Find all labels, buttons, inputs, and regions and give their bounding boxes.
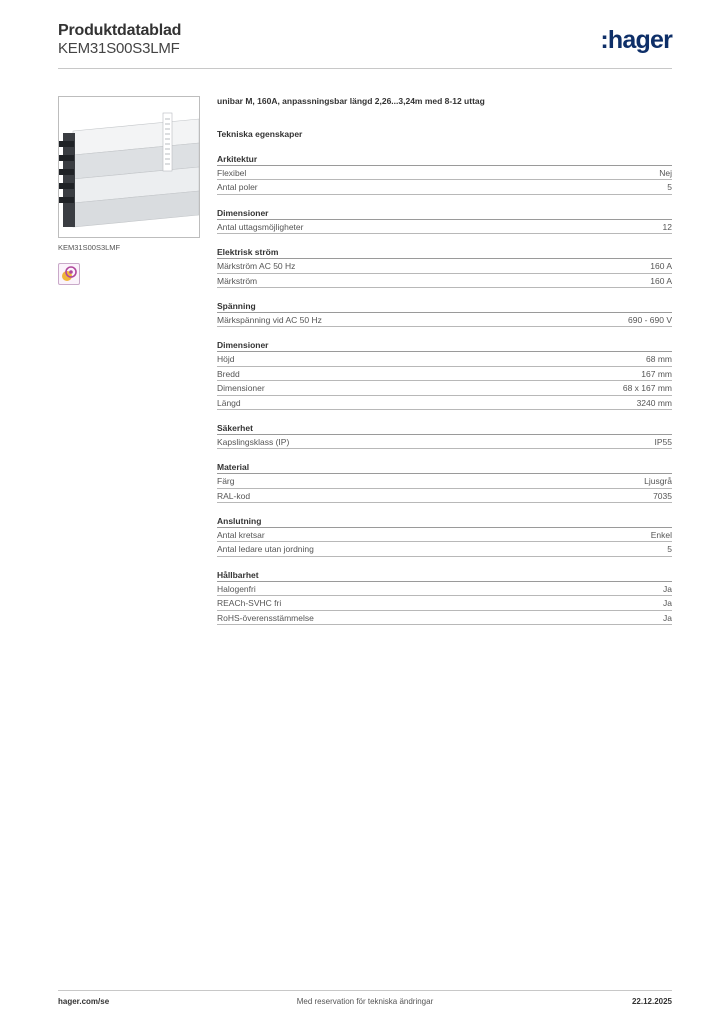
spec-value: 3240 mm xyxy=(636,397,672,408)
spec-label: Färg xyxy=(217,476,235,487)
spec-groups xyxy=(217,152,672,625)
image-caption: KEM31S00S3LMF xyxy=(58,243,121,252)
spec-row xyxy=(217,313,672,327)
spec-row xyxy=(217,367,672,381)
spec-label: Märkspänning vid AC 50 Hz xyxy=(217,314,322,325)
spec-group-title: Arkitektur xyxy=(217,152,672,166)
spec-value: Nej xyxy=(659,168,672,178)
section-title: Tekniska egenskaper xyxy=(217,129,303,139)
product-code: KEM31S00S3LMF xyxy=(58,40,180,57)
spec-row xyxy=(217,596,672,610)
spec-value: Ja xyxy=(663,612,672,623)
specifications xyxy=(217,95,672,636)
spec-value: 68 x 167 mm xyxy=(622,383,672,394)
spec-group-title: Dimensioner xyxy=(217,206,672,220)
spec-label: Antal uttagsmöjligheter xyxy=(217,221,304,232)
spec-label: Halogenfri xyxy=(217,583,256,594)
spec-value: Ja xyxy=(663,583,672,594)
spec-row xyxy=(217,396,672,410)
logo-text: :hager xyxy=(600,26,672,54)
spec-group xyxy=(217,421,672,449)
spec-label: Kapslingsklass (IP) xyxy=(217,436,290,447)
spec-group xyxy=(217,299,672,327)
spec-row xyxy=(217,542,672,556)
page-header xyxy=(58,22,672,68)
spec-value: 160 A xyxy=(650,261,672,272)
spec-group-title: Dimensioner xyxy=(217,338,672,352)
busbar-illustration xyxy=(59,97,199,237)
spec-group-title: Material xyxy=(217,460,672,474)
footer-divider xyxy=(58,990,672,991)
spec-value: Ja xyxy=(663,598,672,609)
spec-value: Ljusgrå xyxy=(644,476,672,487)
spec-group-title: Spänning xyxy=(217,299,672,313)
spec-value: Enkel xyxy=(650,530,672,541)
spec-row xyxy=(217,220,672,234)
product-image xyxy=(58,96,200,238)
spec-group-title: Säkerhet xyxy=(217,421,672,435)
spec-group xyxy=(217,206,672,234)
spec-label: Antal kretsar xyxy=(217,530,265,541)
spec-value: 167 mm xyxy=(641,368,672,379)
spec-label: Höjd xyxy=(217,354,235,365)
page-footer xyxy=(58,997,672,1011)
spec-label: Märkström AC 50 Hz xyxy=(217,261,296,272)
footer-date: 22.12.2025 xyxy=(631,997,672,1006)
spec-value: 68 mm xyxy=(646,354,672,365)
spec-row xyxy=(217,259,672,273)
spec-row xyxy=(217,180,672,194)
spec-label: Flexibel xyxy=(217,168,247,178)
spec-value: 5 xyxy=(667,182,672,193)
spec-row xyxy=(217,274,672,288)
spec-row xyxy=(217,352,672,366)
spec-label: Dimensioner xyxy=(217,383,265,394)
footer-website[interactable]: hager.com/se xyxy=(58,997,110,1006)
spec-value: 5 xyxy=(667,544,672,555)
spec-group xyxy=(217,152,672,195)
spec-group xyxy=(217,514,672,557)
spec-row xyxy=(217,611,672,625)
spec-group xyxy=(217,338,672,410)
spec-group-title: Anslutning xyxy=(217,514,672,528)
spec-row xyxy=(217,166,672,180)
footer-disclaimer: Med reservation för tekniska ändringar xyxy=(296,997,434,1006)
document-title: Produktdatablad xyxy=(58,22,182,39)
spec-group xyxy=(217,568,672,625)
spec-label: Antal poler xyxy=(217,182,258,193)
spec-label: RAL-kod xyxy=(217,490,251,501)
spec-group xyxy=(217,460,672,503)
header-divider xyxy=(58,68,672,69)
hager-logo xyxy=(600,26,672,54)
spec-label: Längd xyxy=(217,397,241,408)
spec-row xyxy=(217,582,672,596)
spec-row xyxy=(217,435,672,449)
spec-group-title: Hållbarhet xyxy=(217,568,672,582)
spec-row xyxy=(217,474,672,488)
spec-label: Antal ledare utan jordning xyxy=(217,544,314,555)
spec-label: Märkström xyxy=(217,275,258,286)
product-summary: unibar M, 160A, anpassningsbar längd 2,26...3,24m med 8-12 uttag xyxy=(217,96,485,106)
spec-label: RoHS-överensstämmelse xyxy=(217,612,314,623)
spec-group xyxy=(217,245,672,288)
spec-value: 690 - 690 V xyxy=(628,314,672,325)
spec-row xyxy=(217,489,672,503)
spec-value: IP55 xyxy=(654,436,672,447)
spec-label: REACh-SVHC fri xyxy=(217,598,282,609)
spec-label: Bredd xyxy=(217,368,240,379)
eco-label-icon xyxy=(58,263,80,285)
spec-group-title: Elektrisk ström xyxy=(217,245,672,259)
spec-value: 12 xyxy=(662,221,672,232)
spec-row xyxy=(217,528,672,542)
spec-row xyxy=(217,381,672,395)
spec-value: 7035 xyxy=(653,490,672,501)
spec-value: 160 A xyxy=(650,275,672,286)
